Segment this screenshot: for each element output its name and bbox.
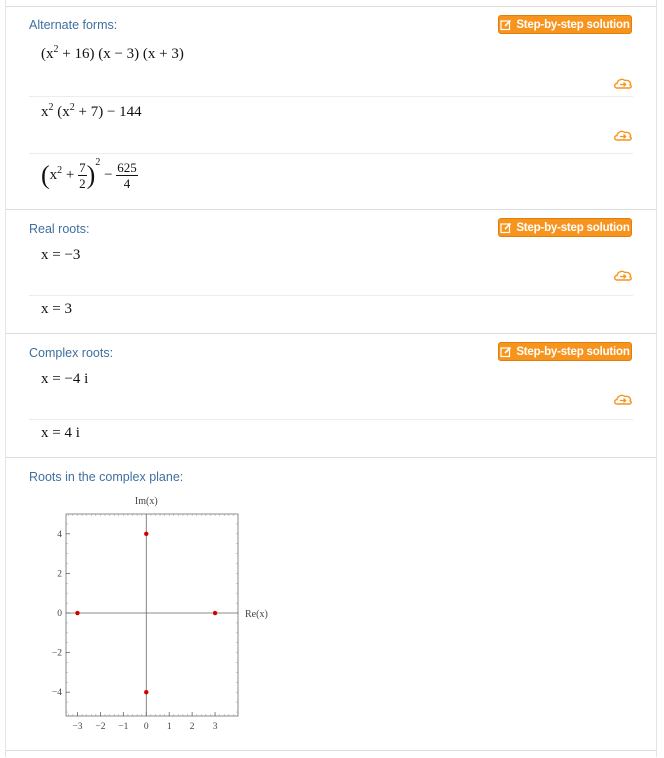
complex-plane-plot [29, 490, 289, 740]
pod-title: Complex roots: [29, 346, 114, 360]
cloud-save-icon[interactable] [613, 128, 633, 142]
results-page [5, 0, 657, 757]
alternate-form-1 [29, 37, 633, 95]
real-root-1 [29, 240, 633, 294]
step-by-step-button[interactable] [498, 342, 632, 361]
y-tick-label: −4 [51, 688, 62, 699]
formula: x = −4 i [41, 371, 89, 387]
x-tick-label: −3 [72, 722, 83, 732]
complex-root-2 [29, 419, 633, 459]
step-by-step-button[interactable] [498, 15, 632, 34]
step-button-label: Step-by-step solution [516, 345, 630, 358]
x-tick-label: 1 [166, 722, 172, 732]
pod-title: Roots in the complex plane: [29, 470, 184, 484]
complex-root-1 [29, 364, 633, 418]
x-tick-label: −2 [95, 722, 106, 732]
cloud-save-icon[interactable] [613, 392, 633, 406]
root-point [213, 611, 217, 615]
formula: ($x^2$ + $\frac{7}{2}$ )$^2$ − $\frac{625}{4}$ [41, 157, 137, 192]
step-by-step-button[interactable] [498, 218, 632, 237]
pod-title: Alternate forms: [29, 18, 118, 32]
plot-svg [29, 490, 289, 740]
y-axis-label: Im(x) [134, 496, 158, 507]
real-roots-pod [6, 209, 656, 334]
pod-title: Real roots: [29, 222, 90, 236]
complex-roots-pod [6, 333, 656, 458]
x-tick-label: 2 [189, 722, 195, 732]
cloud-save-icon[interactable] [613, 76, 633, 90]
y-tick-label: 4 [57, 529, 62, 540]
formula: x = −3 [41, 247, 81, 263]
formula: x = 4 i [41, 425, 80, 441]
step-button-label: Step-by-step solution [516, 221, 630, 234]
y-tick-label: 2 [57, 569, 62, 580]
y-tick-label: −2 [51, 648, 62, 659]
x-tick-label: 0 [143, 722, 149, 732]
root-point [144, 532, 148, 536]
alternate-form-3 [29, 153, 633, 211]
plot-frame [66, 514, 238, 716]
formula: $x^2$ $(x^2 + 7) - 144$ [41, 102, 142, 120]
edit-icon [500, 19, 512, 31]
cloud-save-icon[interactable] [613, 268, 633, 282]
root-point [144, 690, 148, 694]
edit-icon [500, 346, 512, 358]
edit-icon [500, 222, 512, 234]
x-tick-label: −1 [118, 722, 129, 732]
alternate-form-2 [29, 96, 633, 153]
alternate-forms-pod [6, 6, 656, 210]
formula: x = 3 [41, 301, 72, 317]
real-root-2 [29, 295, 633, 335]
step-button-label: Step-by-step solution [516, 18, 630, 31]
x-tick-label: 3 [212, 722, 218, 732]
y-tick-label: 0 [57, 609, 62, 620]
x-axis-label: Re(x) [245, 609, 268, 621]
formula: $(x^2 + 16) (x - 3) (x + 3)$ [41, 44, 184, 62]
root-point [75, 611, 79, 615]
